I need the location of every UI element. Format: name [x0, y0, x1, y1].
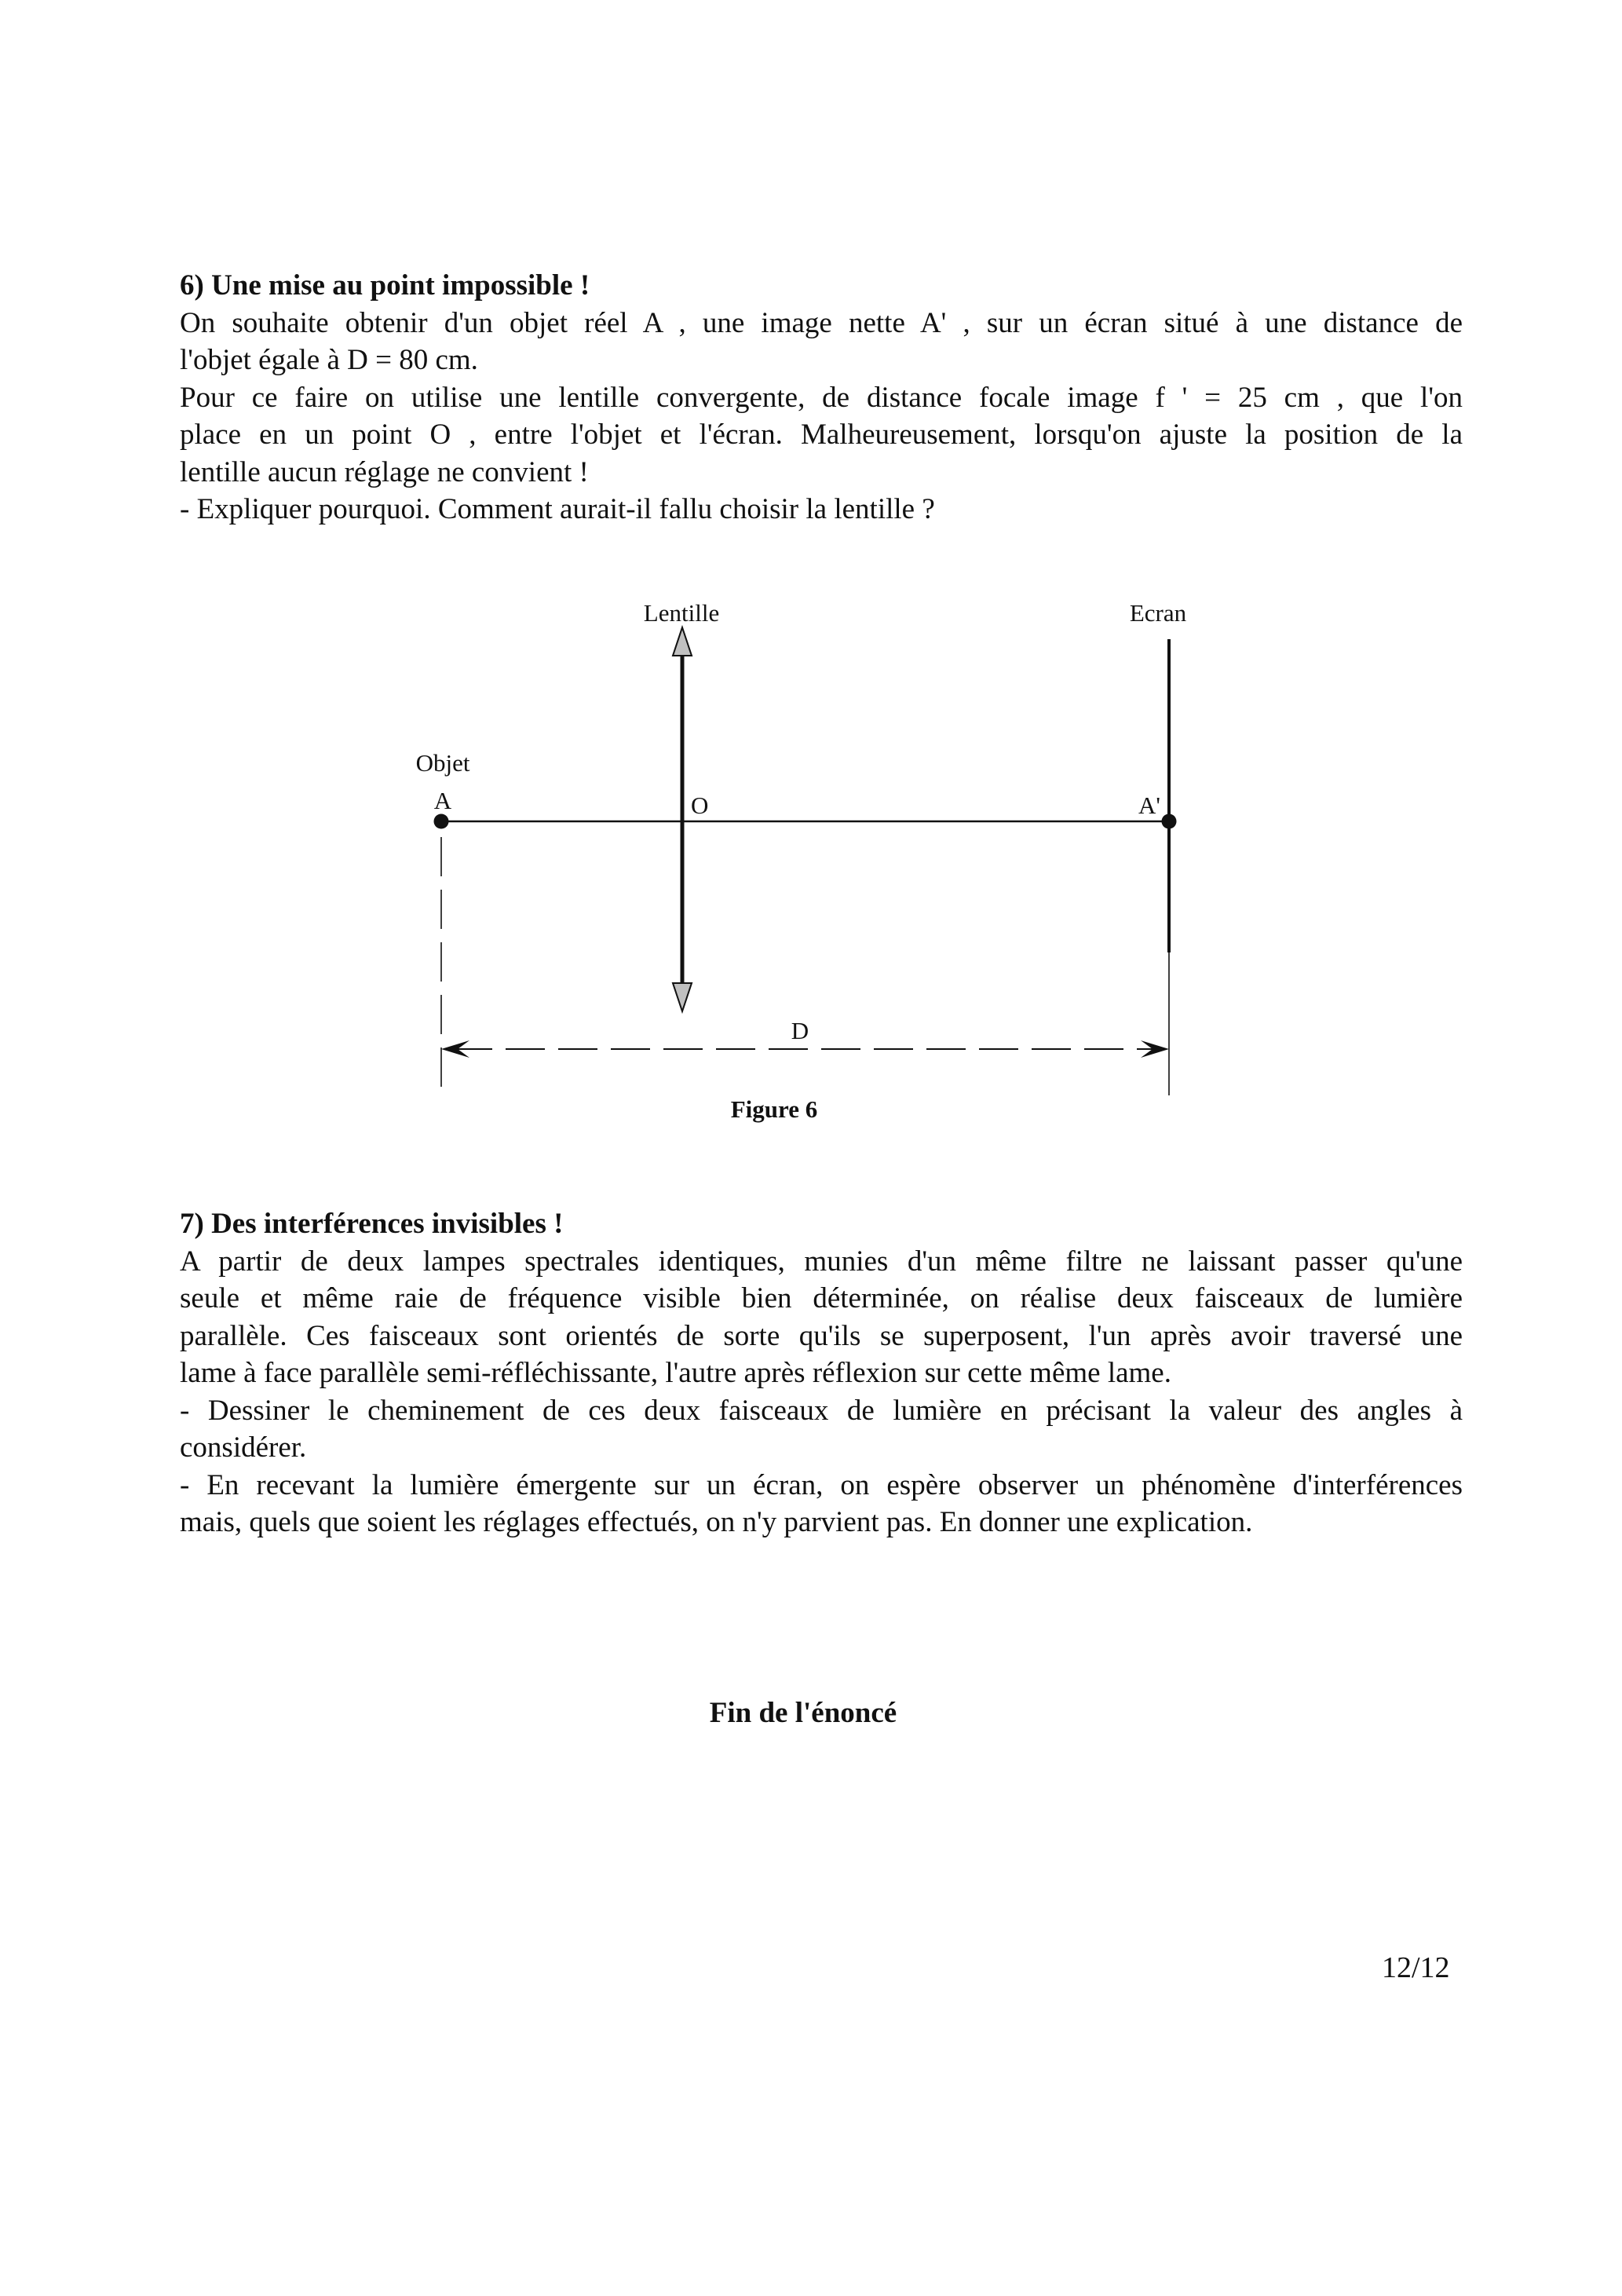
section-7-line: parallèle. Ces faisceaux sont orientés de sorte qu'ils se superposent, l'un après avoir traversé une	[180, 1319, 1463, 1352]
page-number: 12/12	[1382, 1951, 1450, 1984]
section-7-line: lame à face parallèle semi-réfléchissante, l'autre après réflexion sur cette même lame.	[180, 1357, 1171, 1389]
section-7-line: seule et même raie de fréquence visible bien déterminée, on réalise deux faisceaux de lumière	[180, 1282, 1463, 1314]
section-7-line: mais, quels que soient les réglages effectués, on n'y parvient pas. En donner une explication.	[180, 1506, 1253, 1538]
point-o-label: O	[691, 792, 709, 819]
section-7-question: - Dessiner le cheminement de ces deux faisceaux de lumière en précisant la valeur des angles à	[180, 1394, 1463, 1427]
lens-bottom-arrow-icon	[673, 983, 692, 1011]
distance-left-arrow-icon	[441, 1040, 469, 1058]
point-a-label: A	[433, 787, 452, 814]
point-a-prime-label: A'	[1138, 792, 1160, 819]
section-6-line: On souhaite obtenir d'un objet réel A , une image nette A' , sur un écran situé à une distance de	[180, 306, 1463, 339]
section-6-line: lentille aucun réglage ne convient !	[180, 455, 589, 488]
distance-right-arrow-icon	[1141, 1040, 1169, 1058]
lens-top-arrow-icon	[673, 627, 692, 656]
point-a-dot	[434, 814, 449, 829]
lens-label: Lentille	[643, 599, 720, 627]
section-6-line: Pour ce faire on utilise une lentille convergente, de distance focale image f ' = 25 cm , que l'on	[180, 381, 1463, 414]
section-7	[180, 1205, 1463, 1541]
section-6-line: place en un point O , entre l'objet et l'écran. Malheureusement, lorsqu'on ajuste la position de la	[180, 419, 1463, 451]
end-of-statement: Fin de l'énoncé	[709, 1697, 897, 1729]
section-6-question: - Expliquer pourquoi. Comment aurait-il fallu choisir la lentille ?	[180, 493, 935, 525]
section-6	[180, 267, 1463, 528]
section-7-question: - En recevant la lumière émergente sur un écran, on espère observer un phénomène d'interférences	[180, 1468, 1463, 1501]
section-7-line: A partir de deux lampes spectrales identiques, munies d'un même filtre ne laissant passer qu'une	[180, 1245, 1463, 1278]
section-7-line: considérer.	[180, 1431, 307, 1464]
section-6-line: l'objet égale à D = 80 cm.	[180, 344, 478, 376]
screen-label: Ecran	[1129, 599, 1187, 627]
section-6-title: 6) Une mise au point impossible !	[180, 269, 590, 302]
distance-label: D	[791, 1017, 809, 1044]
object-label: Objet	[415, 749, 470, 777]
point-a-prime-dot	[1162, 814, 1177, 829]
section-7-title: 7) Des interférences invisibles !	[180, 1208, 564, 1240]
figure-caption: Figure 6	[730, 1095, 818, 1123]
